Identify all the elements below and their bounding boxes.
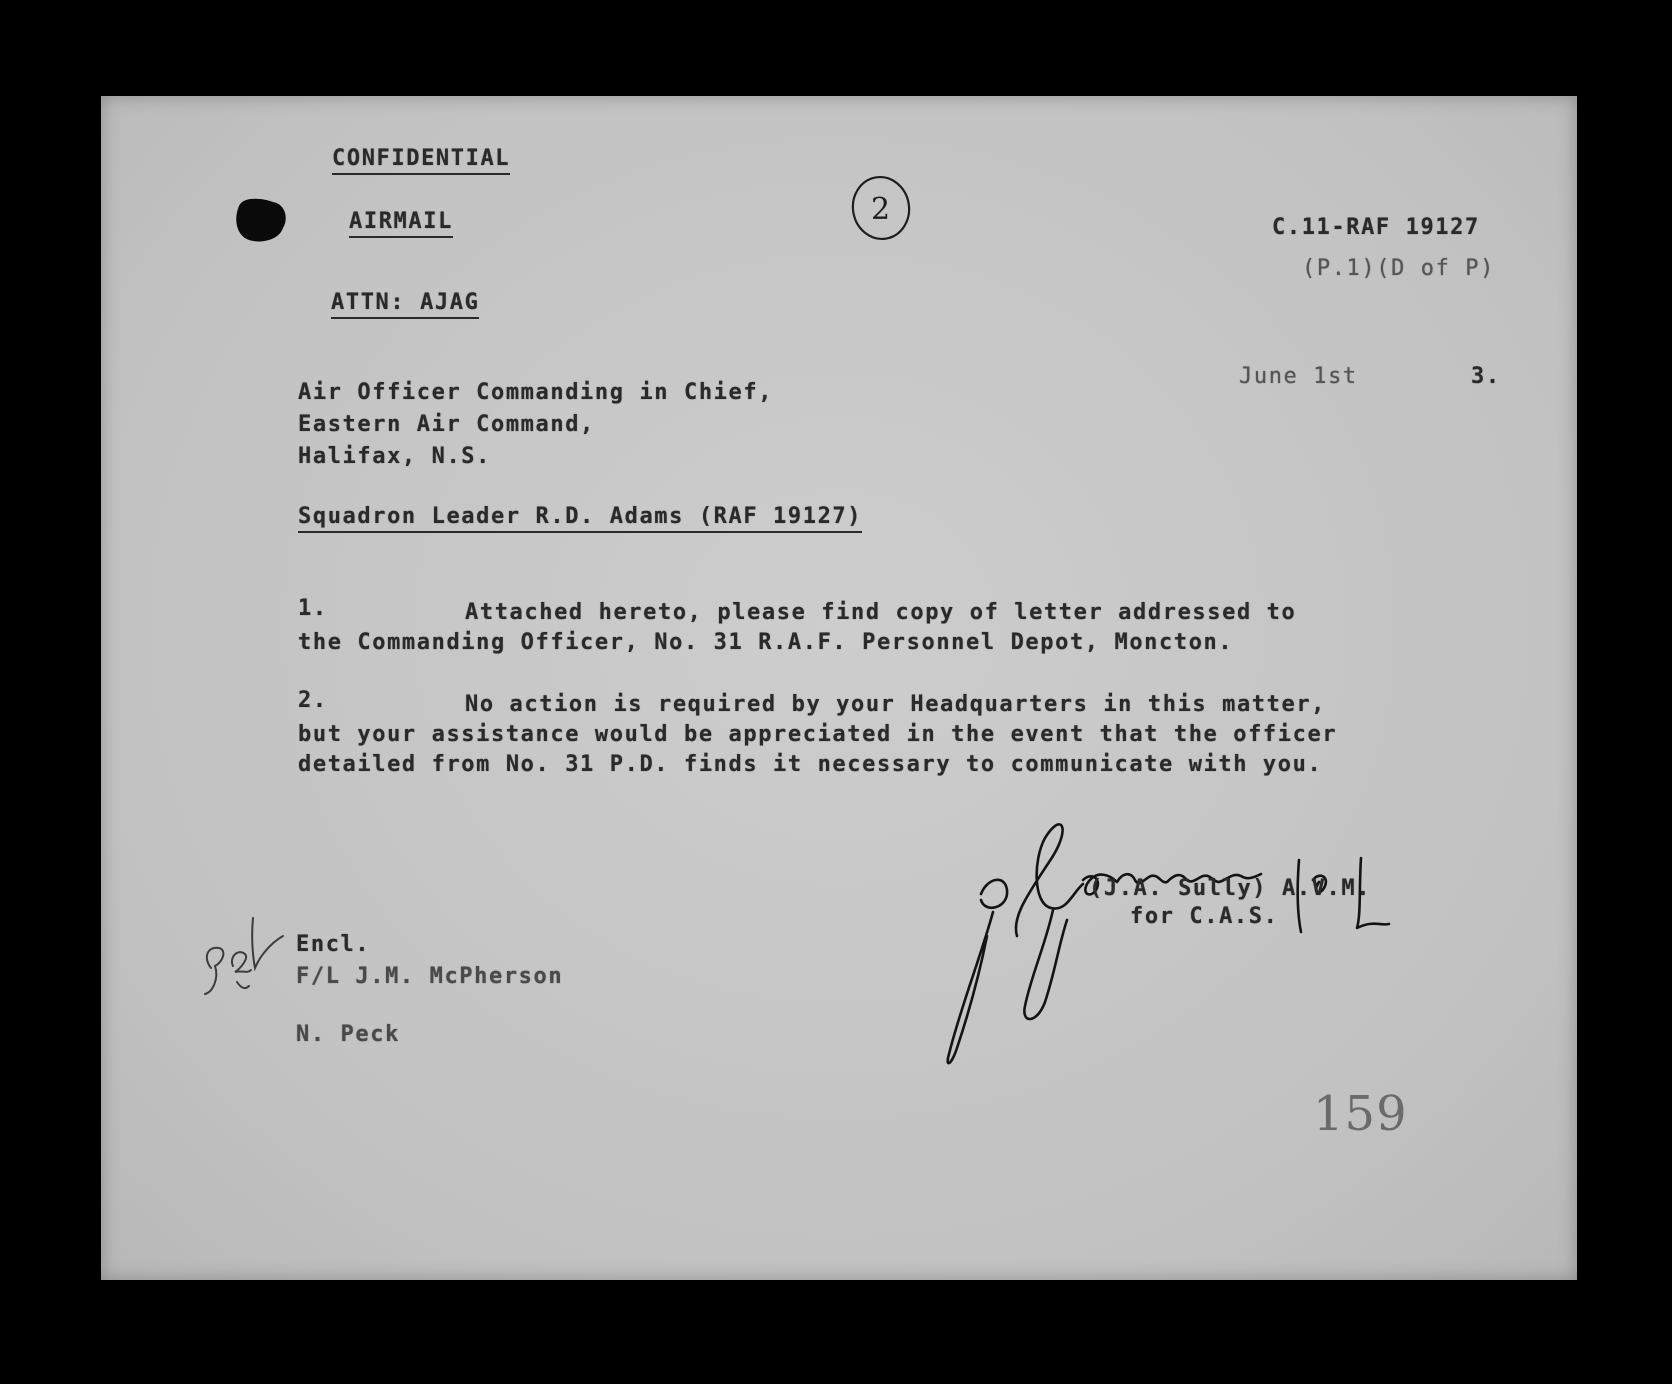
handwritten-signature — [941, 816, 1441, 1116]
circled-page-mark — [849, 174, 913, 244]
classification-heading: CONFIDENTIAL — [332, 148, 510, 175]
addressee-line: Air Officer Commanding in Chief, — [298, 380, 774, 405]
paragraph-1-line: Attached hereto, please find copy of letter addressed to — [465, 600, 1297, 625]
paragraph-1-line: the Commanding Officer, No. 31 R.A.F. Personnel Depot, Moncton. — [298, 630, 1234, 655]
svg-text:2: 2 — [871, 192, 891, 227]
paragraph-number: 1. — [298, 596, 328, 621]
file-reference: C.11-RAF 19127 — [1272, 215, 1480, 240]
enclosure-note: Encl. — [296, 932, 371, 957]
copy-recipient: N. Peck — [296, 1022, 400, 1047]
copy-recipient: F/L J.M. McPherson — [296, 964, 564, 989]
paragraph-2-line: detailed from No. 31 P.D. finds it necessary to communicate with you. — [298, 752, 1323, 777]
subject-line: Squadron Leader R.D. Adams (RAF 19127) — [298, 506, 862, 533]
signatory-authority: for C.A.S. — [1130, 904, 1279, 929]
attention-line: ATTN: AJAG — [331, 292, 479, 319]
office-reference: (P.1)(D of P) — [1302, 256, 1495, 281]
paragraph-number: 2. — [298, 688, 328, 713]
ink-blot — [233, 196, 289, 246]
folio-number: 159 — [1313, 1086, 1408, 1142]
document-page — [101, 96, 1577, 1280]
delivery-method: AIRMAIL — [349, 211, 453, 238]
paragraph-2-line: No action is required by your Headquarters in this matter, — [465, 692, 1327, 717]
signatory-name: (J.A. Sully) A.V.M. — [1089, 876, 1372, 901]
letter-date-year: 3. — [1471, 364, 1501, 389]
letter-date: June 1st — [1239, 364, 1358, 389]
addressee-line: Halifax, N.S. — [298, 444, 491, 469]
paragraph-2-line: but your assistance would be appreciated in the event that the officer — [298, 722, 1338, 747]
marginal-initials — [197, 908, 287, 1018]
addressee-line: Eastern Air Command, — [298, 412, 595, 437]
